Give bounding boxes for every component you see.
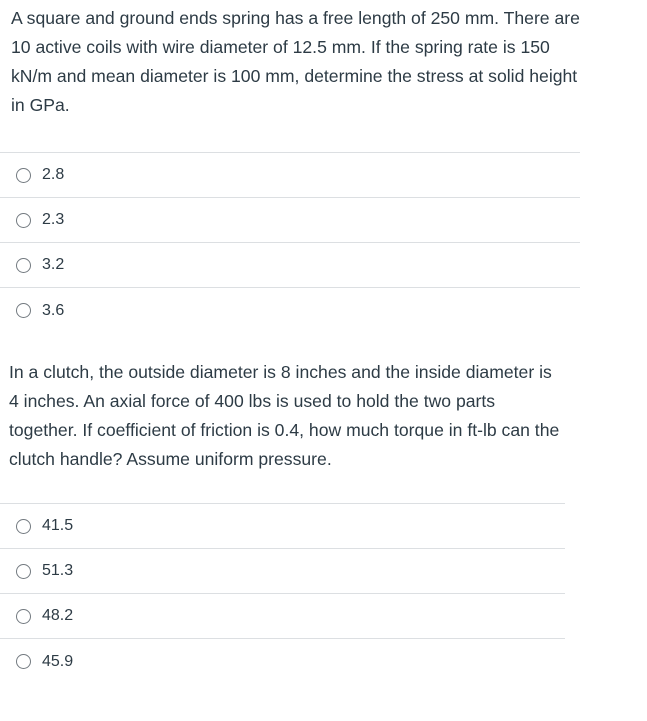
- question-2: [0, 356, 565, 670]
- question-1-option-1[interactable]: [0, 153, 580, 198]
- radio-button[interactable]: [16, 213, 31, 228]
- radio-button[interactable]: [16, 303, 31, 318]
- option-label: 2.8: [42, 166, 65, 183]
- option-label: 48.2: [42, 607, 74, 624]
- radio-button[interactable]: [16, 519, 31, 534]
- radio-button[interactable]: [16, 564, 31, 579]
- option-label: 45.9: [42, 652, 74, 670]
- question-1-answers: [0, 152, 580, 333]
- option-label: 3.6: [42, 301, 65, 319]
- question-1: [0, 0, 580, 319]
- question-1-option-2[interactable]: [0, 198, 580, 243]
- question-1-text: A square and ground ends spring has a free length of 250 mm. There are 10 active coils with wire diameter of 12.5 mm. If the spring rate is 150 kN/m and mean diameter is 100 mm, determine the stress at solid height in GPa.: [11, 8, 580, 115]
- question-1-option-3[interactable]: [0, 243, 580, 288]
- question-2-answers: [0, 503, 565, 684]
- question-2-option-1[interactable]: [0, 504, 565, 549]
- question-2-option-4[interactable]: [0, 639, 565, 684]
- question-1-option-4[interactable]: [0, 288, 580, 333]
- radio-button[interactable]: [16, 168, 31, 183]
- question-2-option-3[interactable]: [0, 594, 565, 639]
- radio-button[interactable]: [16, 654, 31, 669]
- option-label: 2.3: [42, 211, 65, 228]
- question-2-option-2[interactable]: [0, 549, 565, 594]
- question-2-text: In a clutch, the outside diameter is 8 inches and the inside diameter is 4 inches. An axial force of 400 lbs is used to hold the two parts together. If coefficient of friction is 0.4, how much torque in ft-lb can the clutch handle? Assume uniform pressure.: [9, 362, 560, 469]
- option-label: 51.3: [42, 562, 74, 579]
- radio-button[interactable]: [16, 258, 31, 273]
- option-label: 41.5: [42, 517, 74, 534]
- radio-button[interactable]: [16, 609, 31, 624]
- option-label: 3.2: [42, 256, 65, 273]
